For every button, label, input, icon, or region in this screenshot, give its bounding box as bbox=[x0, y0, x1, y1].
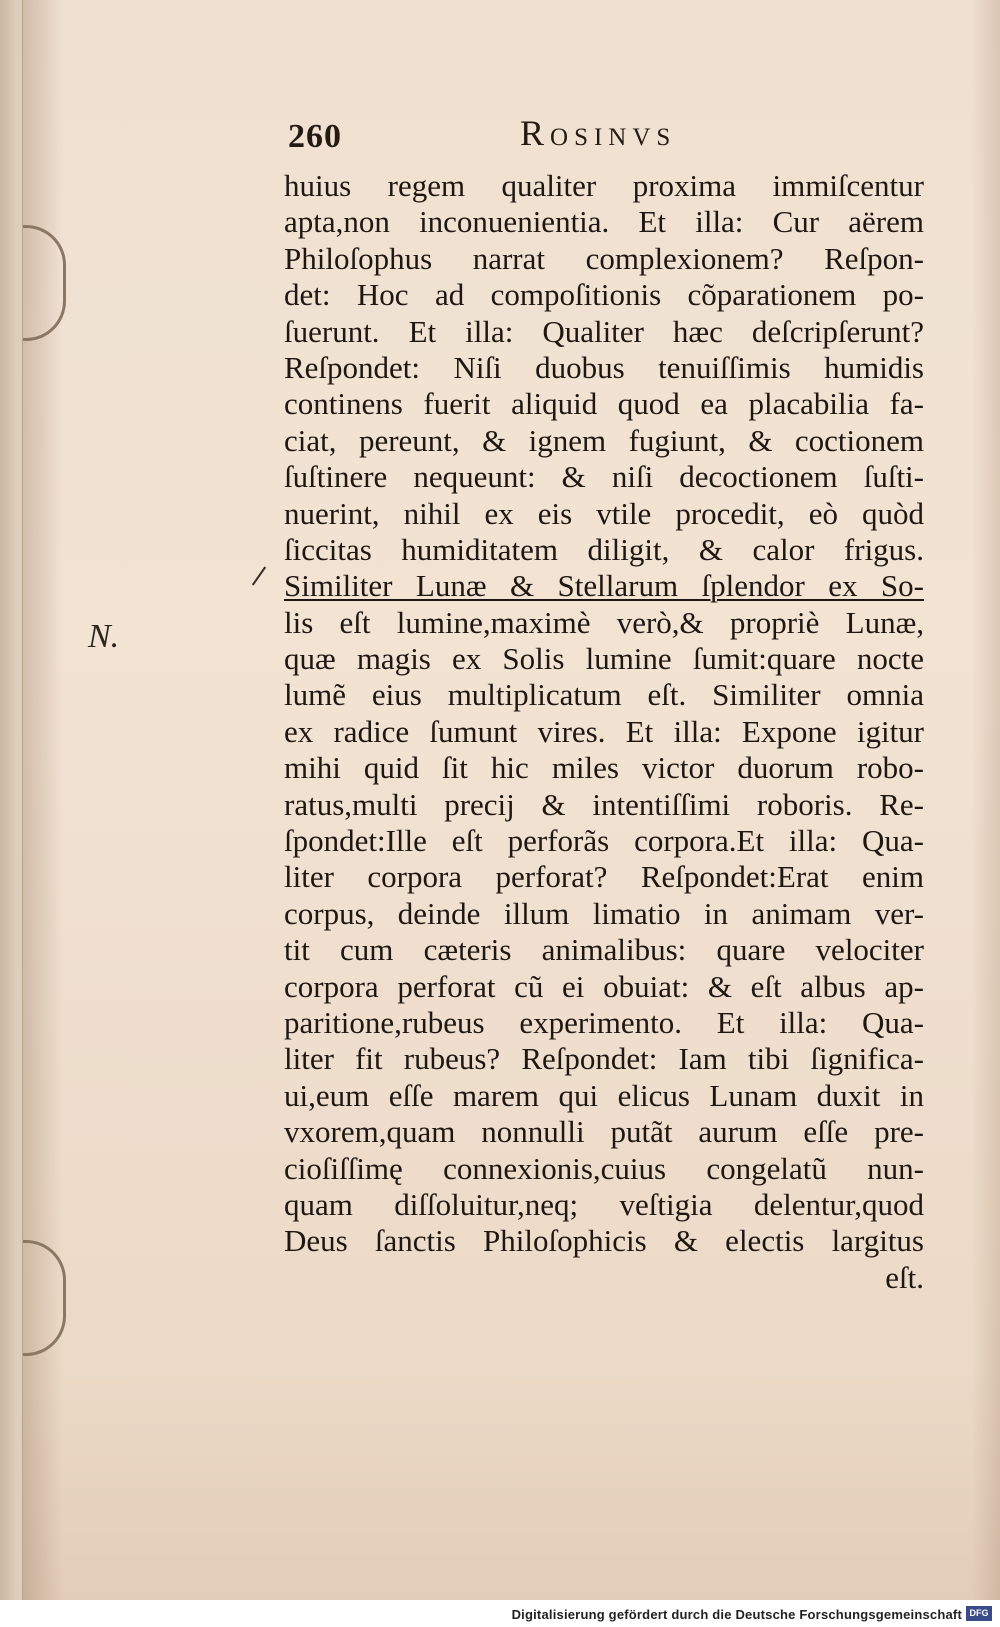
text-line: corpus, deinde illum limatio in animam ver- bbox=[284, 895, 924, 931]
text-line: Philoſophus narrat complexionem? Reſpon- bbox=[284, 240, 924, 276]
funding-credit: Digitalisierung gefördert durch die Deutsche Forschungsgemeinschaft bbox=[511, 1607, 962, 1622]
underlined-text-line: Similiter Lunæ & Stellarum ſplendor ex So- bbox=[284, 568, 924, 604]
text-line: det: Hoc ad compoſitionis cõparationem po- bbox=[284, 277, 924, 313]
text-line: Deus ſanctis Philoſophicis & electis largitus bbox=[284, 1223, 924, 1259]
text-line: corpora perforat cũ ei obuiat: & eſt albus ap- bbox=[284, 968, 924, 1004]
text-line: ſpondet:Ille eſt perforãs corpora.Et illa: Qua- bbox=[284, 823, 924, 859]
text-line: Reſpondet: Niſi duobus tenuiſſimis humidis bbox=[284, 349, 924, 385]
text-line: ratus,multi precij & intentiſſimi roboris. Re- bbox=[284, 786, 924, 822]
text-line: ſuerunt. Et illa: Qualiter hæc deſcripſerunt? bbox=[284, 313, 924, 349]
text-line: vxorem,quam nonnulli putãt aurum eſſe pre- bbox=[284, 1114, 924, 1150]
text-line: paritione,rubeus experimento. Et illa: Qua- bbox=[284, 1004, 924, 1040]
text-line: tit cum cæteris animalibus: quare velociter bbox=[284, 932, 924, 968]
text-line: apta,non inconuenientia. Et illa: Cur aërem bbox=[284, 204, 924, 240]
dfg-logo: DFG bbox=[966, 1606, 992, 1621]
text-line: ui,eum eſſe marem qui elicus Lunam duxit in bbox=[284, 1077, 924, 1113]
text-line: liter corpora perforat? Reſpondet:Erat enim bbox=[284, 859, 924, 895]
text-line: ſuſtinere nequeunt: & niſi decoctionem ſuſti- bbox=[284, 459, 924, 495]
text-line: ſiccitas humiditatem diligit, & calor frigus. bbox=[284, 531, 924, 567]
margin-annotation: N. bbox=[88, 618, 120, 655]
text-line: liter fit rubeus? Reſpondet: Iam tibi ſignifica- bbox=[284, 1041, 924, 1077]
text-line: lis eſt lumine,maximè verò,& propriè Lunæ, bbox=[284, 604, 924, 640]
text-line: ciat, pereunt, & ignem fugiunt, & coctionem bbox=[284, 422, 924, 458]
text-line: nuerint, nihil ex eis vtile procedit, eò quòd bbox=[284, 495, 924, 531]
text-line: ex radice ſumunt vires. Et illa: Expone igitur bbox=[284, 713, 924, 749]
text-block bbox=[284, 168, 924, 1296]
text-line: quæ magis ex Solis lumine ſumit:quare nocte bbox=[284, 641, 924, 677]
text-line: lumẽ eius multiplicatum eſt. Similiter omnia bbox=[284, 677, 924, 713]
text-line: mihi quid ſit hic miles victor duorum robo- bbox=[284, 750, 924, 786]
binding-clasp-bottom bbox=[22, 1240, 66, 1356]
page-number: 260 bbox=[288, 118, 342, 155]
text-line: quam diſſoluitur,neq; veſtigia delentur,quod bbox=[284, 1186, 924, 1222]
text-line-catchword: eſt. bbox=[885, 1259, 924, 1295]
binding-clasp-top bbox=[22, 225, 66, 341]
text-line: huius regem qualiter proxima immiſcentur bbox=[284, 168, 924, 203]
text-line: continens fuerit aliquid quod ea placabilia fa- bbox=[284, 386, 924, 422]
digitization-footer bbox=[0, 1600, 1000, 1627]
running-head: Rosinvs bbox=[520, 113, 677, 153]
text-line: cioſiſſimę connexionis,cuius congelatũ nun- bbox=[284, 1150, 924, 1186]
